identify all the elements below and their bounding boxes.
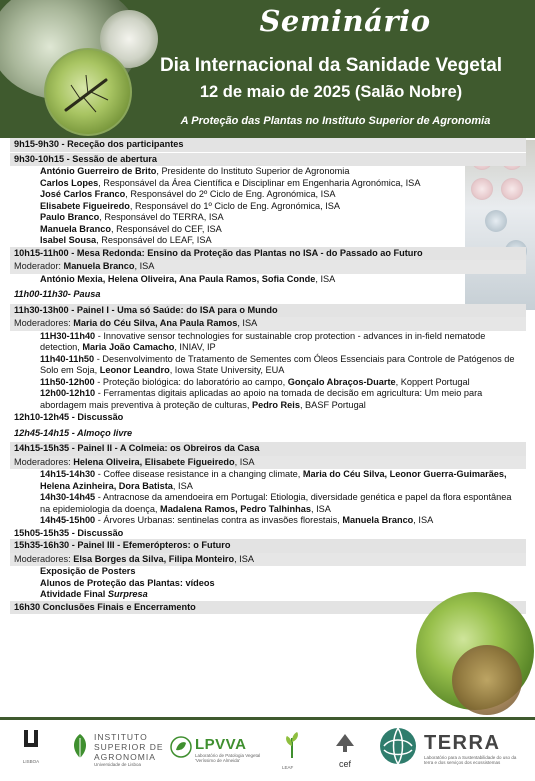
pause-line: 11h00-11h30- Pausa	[14, 289, 101, 299]
ulisboa-icon	[21, 728, 41, 754]
speaker-role: , ISA	[315, 273, 336, 284]
speaker-name: Carlos Lopes	[40, 177, 99, 188]
leaf-label: LEAF	[282, 765, 294, 770]
talk-time: 14h45-15h00	[40, 515, 96, 525]
talk-item	[10, 377, 526, 389]
speaker-name: Elisabete Figueiredo	[40, 200, 130, 211]
speaker-name: Manuela Branco	[40, 223, 111, 234]
cef-label: cef	[338, 759, 351, 769]
speaker-role: , Responsável do 1º Ciclo de Eng. Agronómica, ISA	[129, 200, 341, 211]
terra-sub: Laboratório para a Sustentabilidade do uso da terra e dos serviços dos ecossistemas	[424, 755, 517, 765]
section-header: 9h30-10h15 - Sessão de abertura	[10, 152, 526, 167]
speaker-role: , Responsável do LEAF, ISA	[96, 235, 212, 245]
moderator-names: Manuela Branco	[63, 261, 135, 271]
moderator-affiliation: , ISA	[134, 261, 155, 271]
talk-item	[10, 515, 526, 527]
terra-logo	[378, 726, 524, 766]
talk-time: 14h15-14h30	[40, 469, 96, 479]
lpvva-label: LPVVA	[195, 736, 247, 753]
talk-title: - Desenvolvimento de Tratamento de Sementes com Óleos Essenciais para Controle de Patógenos de Solo em Soja,	[40, 353, 515, 375]
moderator-names: Helena Oliveira, Elisabete Figueiredo	[73, 456, 235, 467]
talk-speaker: Manuela Branco	[342, 515, 414, 525]
talk-item	[10, 492, 526, 515]
section-header: 14h15-15h35 - Painel II - A Colmeia: os Obreiros da Casa	[10, 442, 526, 456]
moderator-label: Moderadores:	[14, 318, 74, 328]
talk-time: 11h50-12h00	[40, 376, 95, 387]
lpvva-sub: Laboratório de Patologia Vegetal 'Veríssimo de Almeida'	[195, 753, 261, 763]
speaker-role: , Presidente do Instituto Superior de Agronomia	[156, 166, 350, 176]
speaker-line	[10, 178, 526, 190]
talk-item	[10, 388, 526, 411]
activity-item: Exposição de Posters	[40, 566, 136, 576]
speaker-line	[10, 201, 526, 213]
activity-item: Alunos de Proteção das Plantas: vídeos	[40, 577, 215, 588]
speaker-line	[10, 235, 526, 247]
program-list	[10, 138, 526, 614]
discussion-line: 12h10-12h45 - Discussão	[14, 412, 124, 422]
moderator-label: Moderadores:	[14, 553, 74, 564]
talk-title: - Innovative sensor technologies for sustainable crop protection - advances in in-field nematode detection,	[40, 330, 486, 352]
speaker-line	[10, 189, 526, 201]
talk-affiliation: , BASF Portugal	[299, 399, 366, 410]
speaker-role: , Responsável do 2º Ciclo de Eng. Agronómica, ISA	[125, 189, 336, 199]
ulisboa-logo	[18, 728, 44, 764]
talk-speaker: Pedro Reis	[251, 399, 300, 410]
discussion-line: 15h05-15h35 - Discussão	[14, 527, 124, 538]
talk-affiliation: , INIAV, IP	[174, 342, 216, 352]
event-name: Dia Internacional da Sanidade Vegetal	[159, 55, 503, 76]
talk-speaker: Gonçalo Abraços-Duarte	[287, 376, 396, 387]
moderator-names: Elsa Borges da Silva, Filipa Monteiro	[73, 553, 235, 564]
talk-time: 14h30-14h45	[40, 492, 96, 502]
speaker-name: Isabel Sousa	[40, 235, 97, 245]
speaker-line	[10, 212, 526, 224]
isa-line2: SUPERIOR DE	[94, 742, 164, 752]
moderator-line	[10, 553, 526, 567]
talk-affiliation: , Iowa State University, EUA	[169, 365, 285, 375]
talk-item	[10, 354, 526, 377]
isa-line4: Universidade de Lisboa	[94, 762, 142, 767]
poster-header	[0, 0, 535, 138]
moderator-affiliation: , ISA	[234, 553, 254, 564]
talk-item	[10, 331, 526, 354]
speaker-name: António Guerreiro de Brito	[40, 166, 157, 176]
speaker-line	[10, 274, 526, 286]
activity-label: Atividade Final	[40, 589, 108, 599]
moderator-line	[10, 456, 526, 470]
section-header: 16h30 Conclusões Finais e Encerramento	[10, 601, 526, 615]
seminar-title: Seminário	[259, 4, 431, 38]
talk-title: - Antracnose da amendoeira em Portugal: Etiologia, diversidade genética e papel da flora espontânea na epidemiologia da doença,	[40, 492, 512, 514]
section-header: 10h15-11h00 - Mesa Redonda: Ensino da Proteção das Plantas no ISA - do Passado ao Futuro	[10, 247, 526, 261]
moderator-names: Maria do Céu Silva, Ana Paula Ramos	[73, 318, 238, 328]
footer-logos	[0, 717, 535, 781]
moderator-label: Moderador:	[14, 261, 64, 271]
cef-logo	[330, 732, 360, 769]
talk-title: - Proteção biológica: do laboratório ao campo,	[94, 376, 288, 387]
event-date: 12 de maio de 2025 (Salão Nobre)	[199, 83, 463, 101]
moderator-label: Moderadores:	[14, 456, 74, 467]
speaker-role: , Responsável do TERRA, ISA	[99, 212, 224, 222]
leaf-plant-icon	[282, 730, 302, 760]
talk-title: - Ferramentas digitais aplicadas ao apoio na tomada de decisão em agricultura: Um meio para abordagem mais preventiva à proteção de culturas,	[40, 388, 483, 410]
talk-speaker: Madalena Ramos, Pedro Talhinhas	[160, 503, 311, 514]
talk-affiliation: , ISA	[172, 480, 193, 491]
speaker-name: José Carlos Franco	[40, 189, 126, 199]
talk-affiliation: , Koppert Portugal	[395, 376, 470, 387]
leaf-logo	[282, 730, 304, 770]
moderator-line	[10, 317, 526, 331]
cef-tree-icon	[332, 732, 358, 754]
talk-time: 11h40-11h50	[40, 353, 95, 364]
lpvva-leaf-icon	[170, 736, 192, 758]
moderator-affiliation: , ISA	[237, 318, 258, 328]
ulisboa-label: LISBOA	[22, 759, 40, 764]
tree-photo	[452, 645, 522, 715]
talk-time: 11H30-11h40	[40, 330, 96, 341]
talk-item	[10, 469, 526, 492]
talk-time: 12h00-12h10	[40, 388, 96, 398]
talk-speaker: Leonor Leandro	[99, 365, 170, 375]
isa-line3: AGRONOMIA	[94, 752, 156, 762]
section-header: 9h15-9h30 - Receção dos participantes	[10, 138, 526, 152]
activity-surprise: Surpresa	[107, 589, 148, 599]
speaker-line	[10, 166, 526, 178]
event-subtitle: A Proteção das Plantas no Instituto Superior de Agronomia	[180, 115, 491, 127]
terra-label: TERRA	[424, 732, 501, 754]
section-header: 15h35-16h30 - Painel III - Efemerópteros: o Futuro	[10, 539, 526, 553]
moderator-line	[10, 260, 526, 274]
speaker-name: António Mexia, Helena Oliveira, Ana Paula Ramos, Sofia Conde	[40, 273, 316, 284]
isa-leaf-icon	[70, 732, 90, 760]
lpvva-logo	[170, 736, 275, 763]
speaker-role: , Responsável do CEF, ISA	[110, 223, 222, 234]
speaker-line	[10, 224, 526, 236]
pause-line: 12h45-14h15 - Almoço livre	[14, 427, 133, 438]
header-photo-insect	[44, 48, 132, 136]
moderator-affiliation: , ISA	[234, 456, 255, 467]
isa-logo	[70, 732, 164, 767]
speaker-name: Paulo Branco	[40, 212, 100, 222]
talk-title: - Coffee disease resistance in a changing climate,	[95, 469, 303, 479]
talk-title: - Árvores Urbanas: sentinelas contra as invasões florestais,	[95, 515, 343, 525]
terra-globe-icon	[378, 726, 418, 766]
talk-affiliation: , ISA	[311, 503, 331, 514]
isa-line1: INSTITUTO	[94, 732, 148, 742]
insect-icon	[46, 50, 132, 136]
talk-affiliation: , ISA	[413, 515, 434, 525]
section-header: 11h30-13h00 - Painel I - Uma só Saúde: do ISA para o Mundo	[10, 304, 526, 318]
speaker-role: , Responsável da Área Científica e Disciplinar em Engenharia Agronómica, ISA	[98, 177, 421, 188]
talk-speaker: Maria João Camacho	[82, 342, 175, 352]
talk-speaker: Maria do Céu Silva, Leonor Guerra-Guimarães, Helena Azinheira, Dora Batista	[40, 469, 507, 491]
